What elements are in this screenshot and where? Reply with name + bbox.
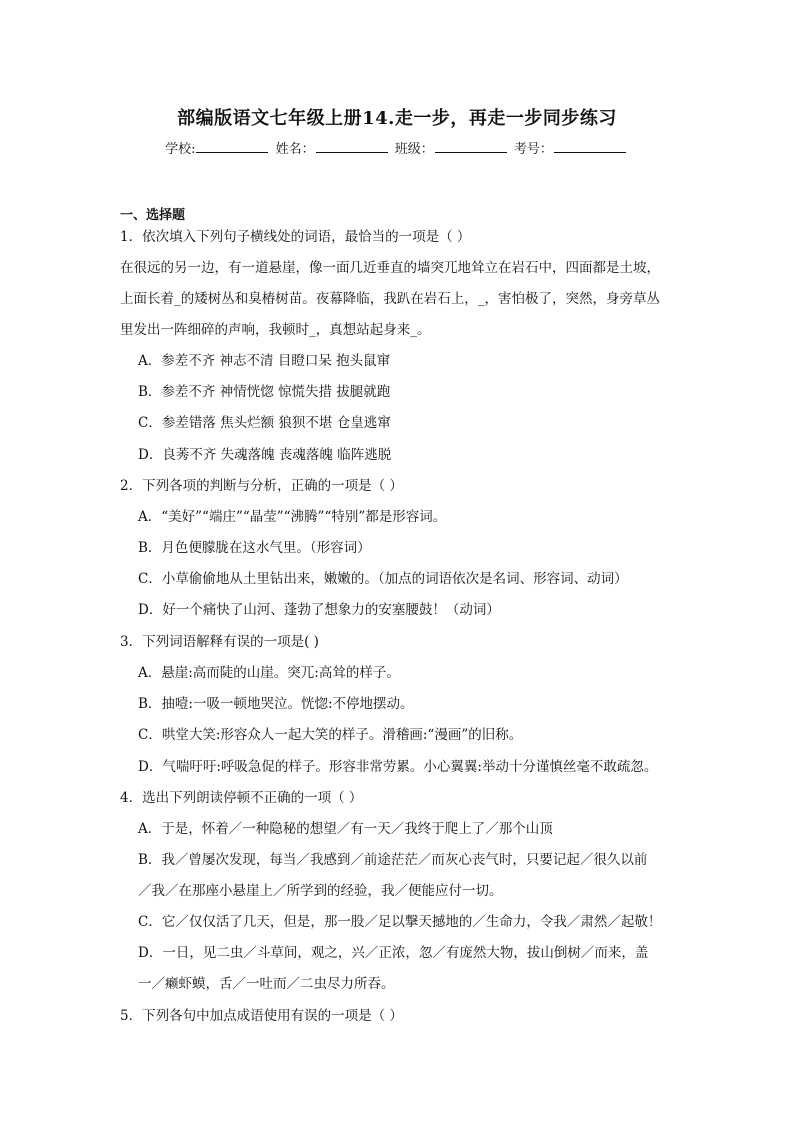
question-1-passage-line: 在很远的另一边，有一道悬崖，像一面几近垂直的墙突兀地耸立在岩石中，四面都是土坡， xyxy=(120,260,660,276)
question-4-option-c: C．它／仅仅活了几天，但是，那一股／足以撃天撼地的／生命力，令我／肃然／起敬！ xyxy=(138,914,662,930)
question-2-option-c: C．小草偷偷地从土里钻出来，嫩嫩的。（加点的词语依次是名词、形容词、动词） xyxy=(138,571,628,587)
question-4-option-b-continuation: ／我／在那座小悬崖上／所学到的经验，我／便能应付一切。 xyxy=(138,883,503,899)
question-3-stem: 3．下列词语解释有误的一项是( ) xyxy=(120,634,319,650)
question-2-stem: 2．下列各项的判断与分析，正确的一项是（ ） xyxy=(120,478,403,494)
question-1-option-b: B．参差不齐 神情恍惚 惊慌失措 拔腿就跑 xyxy=(138,384,391,400)
question-1-passage-line: 上面长着_的矮树丛和臭椿树苗。夜幕降临，我趴在岩石上，_，害怕极了，突然，身旁草丛 xyxy=(120,291,660,307)
class-label: 班级： xyxy=(394,142,434,157)
question-3-option-c: C．哄堂大笑:形容众人一起大笑的样子。滑稽画:“漫画”的旧称。 xyxy=(138,727,523,743)
name-label: 姓名： xyxy=(275,142,315,157)
question-2-option-d: D．好一个痛快了山河、蓬勃了想象力的安塞腰鼓！（动词） xyxy=(138,602,500,618)
exam-number-label: 考号： xyxy=(513,142,553,157)
name-blank[interactable] xyxy=(316,140,388,153)
section-heading: 一、选择题 xyxy=(120,208,186,223)
question-3-option-b: B．抽噎:一吸一顿地哭泣。恍惚:不停地摆动。 xyxy=(138,696,414,712)
question-3-option-d: D．气喘吁吁:呼吸急促的样子。形容非常劳累。小心翼翼:举动十分谨慎丝毫不敢疏忽。 xyxy=(138,759,658,775)
document-title: 部编版语文七年级上册14.走一步，再走一步同步练习 xyxy=(177,108,617,129)
class-blank[interactable] xyxy=(435,140,507,153)
question-5-stem: 5．下列各句中加点成语使用有误的一项是（ ） xyxy=(120,1008,403,1024)
exam-number-blank[interactable] xyxy=(554,140,626,153)
question-1-option-c: C．参差错落 焦头烂额 狼狈不堪 仓皇逃窜 xyxy=(138,415,391,431)
school-blank[interactable] xyxy=(196,140,268,153)
question-4-option-d: D．一日，见二虫／斗草间，观之，兴／正浓，忽／有庞然大物，拔山倒树／而来，盖 xyxy=(138,945,649,961)
question-4-option-b: B．我／曾屡次发现，每当／我感到／前途茫茫／而灰心丧气时，只要记起／很久以前 xyxy=(138,852,648,868)
school-label: 学校: xyxy=(165,142,196,157)
question-4-option-d-continuation: 一／癞虾蟆，舌／一吐而／二虫尽力所吞。 xyxy=(138,976,395,992)
question-1-option-a: A．参差不齐 神志不清 目瞪口呆 抱头鼠窜 xyxy=(138,353,391,369)
question-1-stem: 1．依次填入下列句子横线处的词语，最恰当的一项是（ ） xyxy=(120,229,471,245)
question-4-stem: 4．选出下列朗读停顿不正确的一项（ ） xyxy=(120,790,363,806)
question-1-passage-line: 里发出一阵细碎的声响，我顿时_，真想站起身来_。 xyxy=(120,322,431,338)
question-1-option-d: D．良莠不齐 失魂落魄 丧魂落魄 临阵逃脱 xyxy=(138,447,392,463)
question-3-option-a: A．悬崖:高而陡的山崖。突兀:高耸的样子。 xyxy=(138,665,400,681)
question-2-option-b: B．月色便朦胧在这水气里。（形容词） xyxy=(138,540,371,556)
question-4-option-a: A．于是，怀着／一种隐秘的想望／有一天／我终于爬上了／那个山顶 xyxy=(138,821,553,837)
question-2-option-a: A．“美好”“端庄”“晶莹”“沸腾”“特别”都是形容词。 xyxy=(138,509,447,525)
student-info-line xyxy=(0,138,794,157)
